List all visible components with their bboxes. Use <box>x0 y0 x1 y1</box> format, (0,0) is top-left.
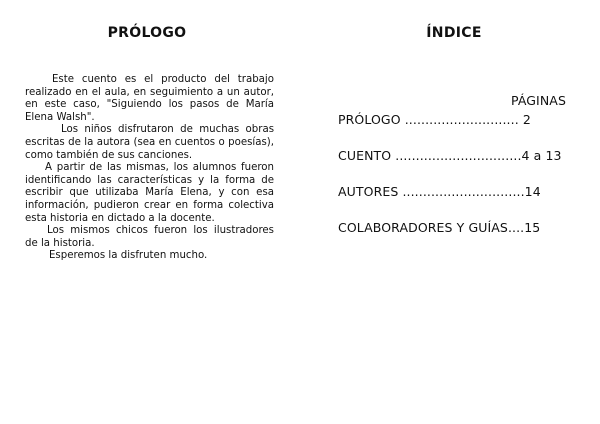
prologue-paragraph: Los mismos chicos fueron los ilustradores de la historia. <box>25 225 274 249</box>
index-entry-collaborators: COLABORADORES Y GUÍAS....15 <box>338 220 541 235</box>
prologue-paragraph: Este cuento es el producto del trabajo realizado en el aula, en seguimiento a un autor, en este caso, "Siguiendo los pasos de María Elena Walsh". <box>25 74 274 123</box>
prologue-title: PRÓLOGO <box>107 25 187 41</box>
prologue-paragraph: Esperemos la disfruten mucho. <box>49 250 208 262</box>
prologue-paragraph: Los niños disfrutaron de muchas obras escritas de la autora (sea en cuentos o poesías), como también de sus canciones. <box>25 124 274 161</box>
prologue-paragraph: A partir de las mismas, los alumnos fueron identificando las características y la forma de escribir que utilizaba María Elena, y con esa información, pudieron crear en forma colectiva esta historia en dictado a la docente. <box>25 162 274 224</box>
index-entry-story: CUENTO ...............................4 a 13 <box>338 148 562 163</box>
index-entry-authors: AUTORES ..............................14 <box>338 184 541 199</box>
index-page <box>300 0 600 424</box>
index-title: ÍNDICE <box>426 25 482 41</box>
index-pages-label: PÁGINAS <box>511 93 566 108</box>
index-entry-prologue: PRÓLOGO ............................ 2 <box>338 112 531 127</box>
prologue-text <box>25 74 274 263</box>
